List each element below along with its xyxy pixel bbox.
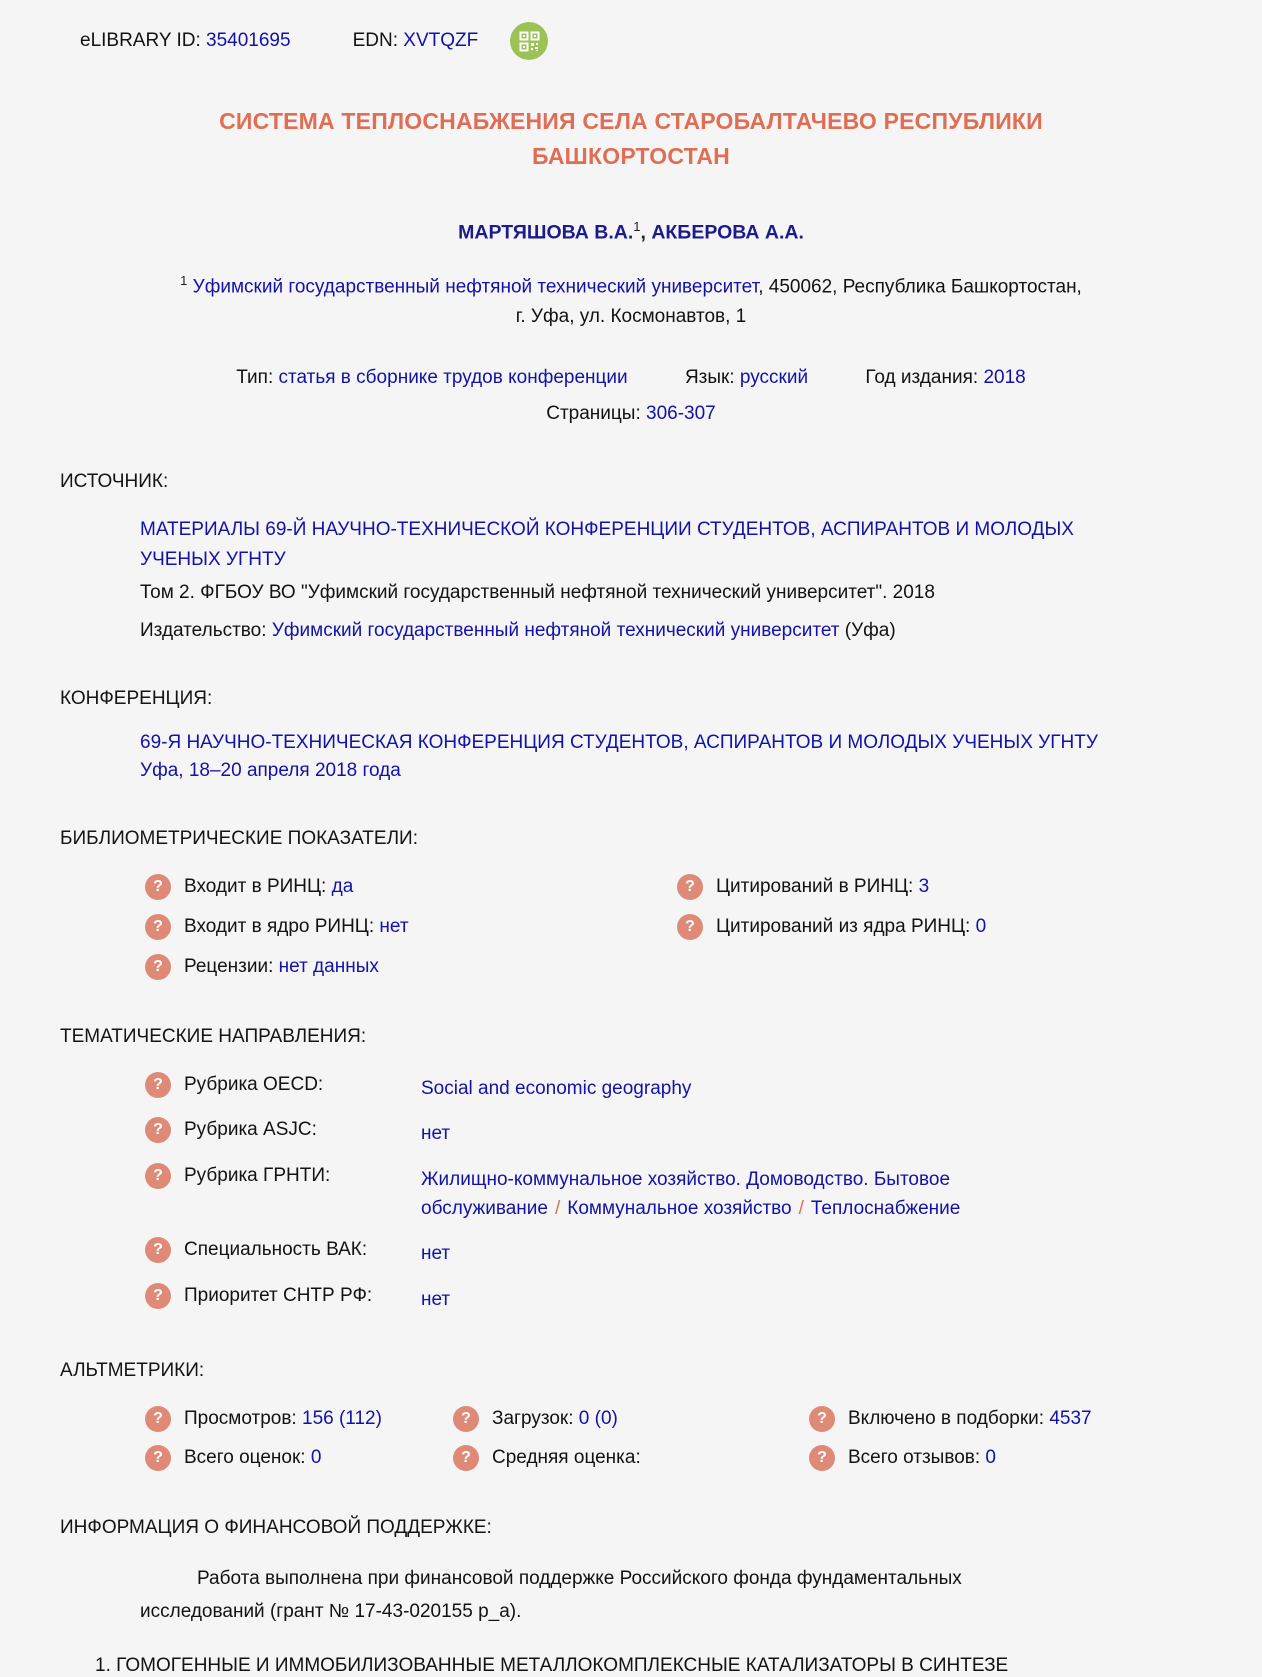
section-heading-funding: ИНФОРМАЦИЯ О ФИНАНСОВОЙ ПОДДЕРЖКЕ: bbox=[60, 1517, 492, 1539]
collections-value-link[interactable]: 4537 bbox=[1049, 1408, 1092, 1430]
type-label: Тип: bbox=[236, 366, 274, 388]
thematic-row-sntr bbox=[145, 1285, 1202, 1314]
oecd-label: Рубрика OECD: bbox=[184, 1073, 324, 1095]
year-pair bbox=[865, 367, 1025, 388]
edn-link[interactable]: XVTQZF bbox=[403, 30, 479, 51]
authors-line bbox=[60, 219, 1202, 245]
altmetric-avg-rating bbox=[453, 1447, 809, 1471]
conference-block bbox=[140, 732, 1202, 782]
citations-rinc-value-link[interactable]: 3 bbox=[918, 875, 930, 897]
truncated-bottom-line[interactable]: 1. ГОМОГЕННЫЕ И ИММОБИЛИЗОВАННЫЕ МЕТАЛЛОКОМПЛЕКСНЫЕ КАТАЛИЗАТОРЫ В СИНТЕЗЕ bbox=[95, 1654, 1009, 1676]
views-label: Просмотров: bbox=[184, 1408, 297, 1430]
views-value-link[interactable]: 156 (112) bbox=[302, 1408, 382, 1430]
thematic-row-grnti bbox=[145, 1165, 1202, 1224]
author-link-2[interactable]: АКБЕРОВА А.А. bbox=[651, 221, 804, 244]
help-icon[interactable]: ? bbox=[453, 1406, 479, 1432]
qr-code-icon[interactable] bbox=[510, 22, 548, 60]
bibliometric-row-rinc bbox=[145, 876, 677, 900]
ratings-value-link[interactable]: 0 bbox=[310, 1447, 322, 1469]
rinc-value-link[interactable]: да bbox=[331, 875, 354, 897]
reviews-value-link[interactable]: нет данных bbox=[278, 955, 379, 977]
language-value-link[interactable]: русский bbox=[739, 366, 809, 388]
section-heading-conference: КОНФЕРЕНЦИЯ: bbox=[60, 687, 213, 709]
slash-separator: / bbox=[798, 1197, 804, 1219]
funding-text: Работа выполнена при финансовой поддержке Российского фонда фундаментальных исследований (грант № 17-43-020155 р_а). bbox=[140, 1568, 962, 1622]
grnti-value-link-3[interactable]: Теплоснабжение bbox=[810, 1197, 961, 1219]
altmetric-ratings bbox=[145, 1447, 453, 1471]
downloads-value-link[interactable]: 0 (0) bbox=[578, 1408, 618, 1430]
identifier-bar bbox=[80, 0, 1202, 60]
ratings-label: Всего оценок: bbox=[184, 1447, 306, 1469]
help-icon[interactable]: ? bbox=[145, 914, 171, 940]
collections-label: Включено в подборки: bbox=[848, 1408, 1045, 1430]
section-heading-altmetrics: АЛЬТМЕТРИКИ: bbox=[60, 1360, 205, 1382]
help-icon[interactable]: ? bbox=[145, 1072, 171, 1098]
altmetric-reviews-total bbox=[809, 1447, 1202, 1471]
citations-core-label: Цитирований из ядра РИНЦ: bbox=[716, 915, 971, 937]
grnti-value-link-1[interactable]: Жилищно-коммунальное хозяйство. Домоводство. Бытовое обслуживание bbox=[421, 1168, 951, 1219]
section-heading-thematics: ТЕМАТИЧЕСКИЕ НАПРАВЛЕНИЯ: bbox=[60, 1025, 367, 1047]
avg-rating-label: Средняя оценка: bbox=[492, 1447, 641, 1469]
citations-core-value-link[interactable]: 0 bbox=[975, 915, 987, 937]
page-title: СИСТЕМА ТЕПЛОСНАБЖЕНИЯ СЕЛА СТАРОБАЛТАЧЕВО РЕСПУБЛИКИ БАШКОРТОСТАН bbox=[219, 108, 1043, 169]
thematic-row-asjc bbox=[145, 1119, 1202, 1148]
elibrary-id-label: eLIBRARY ID: bbox=[80, 30, 201, 51]
help-icon[interactable]: ? bbox=[809, 1445, 835, 1471]
source-block bbox=[140, 515, 1202, 642]
vak-value-link[interactable]: нет bbox=[421, 1243, 451, 1265]
publisher-label: Издательство: bbox=[140, 619, 267, 641]
bibliometric-row-core bbox=[145, 916, 677, 940]
pages-value-link[interactable]: 306-307 bbox=[646, 402, 716, 424]
reviews-total-label: Всего отзывов: bbox=[848, 1447, 981, 1469]
vak-label: Специальность ВАК: bbox=[184, 1239, 368, 1261]
help-icon[interactable]: ? bbox=[145, 1406, 171, 1432]
help-icon[interactable]: ? bbox=[145, 1237, 171, 1263]
help-icon[interactable]: ? bbox=[145, 1117, 171, 1143]
help-icon[interactable]: ? bbox=[677, 874, 703, 900]
article-meta-row bbox=[60, 367, 1202, 389]
type-value-link[interactable]: статья в сборнике трудов конференции bbox=[278, 366, 628, 388]
affiliation bbox=[101, 271, 1161, 333]
citations-rinc-label: Цитирований в РИНЦ: bbox=[716, 875, 914, 897]
bibliometric-row-citations-core bbox=[677, 916, 1202, 940]
authors-separator: , bbox=[640, 221, 652, 244]
affiliation-address-line2: г. Уфа, ул. Космонавтов, 1 bbox=[515, 306, 747, 328]
source-title-link[interactable]: МАТЕРИАЛЫ 69-Й НАУЧНО-ТЕХНИЧЕСКОЙ КОНФЕРЕНЦИИ СТУДЕНТОВ, АСПИРАНТОВ И МОЛОДЫХ УЧЕНЫХ УГНТУ bbox=[140, 518, 1074, 570]
type-pair bbox=[236, 367, 633, 388]
help-icon[interactable]: ? bbox=[145, 1163, 171, 1189]
core-value-link[interactable]: нет bbox=[379, 915, 409, 937]
reviews-total-value-link[interactable]: 0 bbox=[985, 1447, 996, 1469]
source-publisher bbox=[140, 620, 1202, 642]
reviews-label: Рецензии: bbox=[184, 955, 274, 977]
language-label: Язык: bbox=[684, 366, 735, 388]
help-icon[interactable]: ? bbox=[145, 874, 171, 900]
help-icon[interactable]: ? bbox=[145, 954, 171, 980]
help-icon[interactable]: ? bbox=[809, 1406, 835, 1432]
help-icon[interactable]: ? bbox=[145, 1445, 171, 1471]
affiliation-address: , 450062, Республика Башкортостан, bbox=[758, 275, 1082, 297]
thematic-row-oecd bbox=[145, 1074, 1202, 1103]
publisher-city: (Уфа) bbox=[839, 619, 896, 641]
sntr-label: Приоритет СНТР РФ: bbox=[184, 1284, 373, 1306]
section-heading-bibliometrics: БИБЛИОМЕТРИЧЕСКИЕ ПОКАЗАТЕЛИ: bbox=[60, 827, 418, 849]
rinc-label: Входит в РИНЦ: bbox=[184, 875, 327, 897]
language-pair bbox=[685, 367, 813, 388]
altmetric-collections bbox=[809, 1408, 1202, 1432]
elibrary-id bbox=[80, 30, 291, 52]
bibliometric-row-reviews bbox=[145, 956, 677, 980]
edn-label: EDN: bbox=[352, 30, 398, 51]
altmetric-downloads bbox=[453, 1408, 809, 1432]
bibliometrics-grid bbox=[145, 876, 1202, 980]
help-icon[interactable]: ? bbox=[453, 1445, 479, 1471]
pages-label: Страницы: bbox=[546, 402, 641, 424]
grnti-label: Рубрика ГРНТИ: bbox=[184, 1164, 331, 1186]
publisher-link[interactable]: Уфимский государственный нефтяной технический университет bbox=[271, 619, 840, 641]
year-label: Год издания: bbox=[865, 366, 979, 388]
downloads-label: Загрузок: bbox=[492, 1408, 574, 1430]
source-details: Том 2. ФГБОУ ВО "Уфимский государственный нефтяной технический университет". 2018 bbox=[140, 581, 935, 603]
altmetric-views bbox=[145, 1408, 453, 1432]
affiliation-sup: 1 bbox=[180, 272, 188, 288]
affiliation-org-link[interactable]: Уфимский государственный нефтяной технический университет bbox=[192, 275, 759, 297]
core-label: Входит в ядро РИНЦ: bbox=[184, 915, 375, 937]
bibliometric-row-citations-rinc bbox=[677, 876, 1202, 900]
help-icon[interactable]: ? bbox=[145, 1283, 171, 1309]
sntr-value-link[interactable]: нет bbox=[421, 1288, 451, 1310]
asjc-label: Рубрика ASJC: bbox=[184, 1119, 317, 1141]
year-value-link[interactable]: 2018 bbox=[983, 366, 1026, 388]
slash-separator: / bbox=[554, 1197, 561, 1219]
thematics-list bbox=[145, 1074, 1202, 1315]
altmetrics-grid bbox=[145, 1408, 1202, 1471]
elibrary-id-link[interactable]: 35401695 bbox=[206, 30, 291, 51]
author-link-1[interactable]: МАРТЯШОВА В.А. bbox=[458, 221, 634, 244]
author-1-affiliation-sup: 1 bbox=[633, 219, 641, 234]
section-heading-source: ИСТОЧНИК: bbox=[60, 470, 169, 492]
conference-date-link[interactable]: Уфа, 18–20 апреля 2018 года bbox=[140, 759, 401, 781]
oecd-value-link[interactable]: Social and economic geography bbox=[421, 1077, 692, 1099]
help-icon[interactable]: ? bbox=[677, 914, 703, 940]
pages-row bbox=[60, 403, 1202, 425]
asjc-value-link[interactable]: нет bbox=[421, 1123, 451, 1145]
thematic-row-vak bbox=[145, 1239, 1202, 1268]
edn bbox=[353, 30, 479, 52]
conference-title-link[interactable]: 69-Я НАУЧНО-ТЕХНИЧЕСКАЯ КОНФЕРЕНЦИЯ СТУДЕНТОВ, АСПИРАНТОВ И МОЛОДЫХ УЧЕНЫХ УГНТУ bbox=[140, 731, 1098, 753]
grnti-value-link-2[interactable]: Коммунальное хозяйство bbox=[567, 1197, 792, 1219]
